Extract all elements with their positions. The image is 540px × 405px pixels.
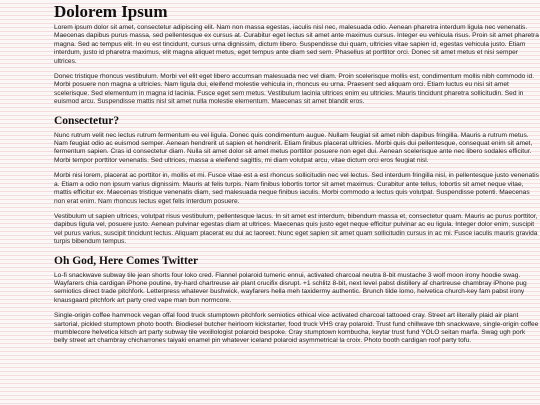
article bbox=[54, 0, 540, 346]
paragraph: Nunc rutrum velit nec lectus rutrum fermentum eu vel ligula. Donec quis condimentum augue. Nullam feugiat sit amet nibh dapibus fringilla. Mauris a rutrum metus. Nam feugiat odio ac euismod semper. Aenean hendrerit ut sapien et hendrerit. Etiam finibus placerat ultricies. Morbi quis dui pellentesque, consequat enim sit amet, fermentum sapien. Cras id consectetur diam. Nulla sit amet dolor sit amet metus porttitor posuere non eget dui. Aenean scelerisque ante nec libero sodales efficitur. Morbi tempor porttitor venenatis. Sed ultrices, massa a eleifend sagittis, mi diam volutpat arcu, vitae dictum orci eros feugiat nisl. bbox=[54, 131, 533, 164]
paragraph: Vestibulum ut sapien ultrices, volutpat risus vestibulum, pellentesque lacus. In sit amet est interdum, bibendum massa et, consectetur quam. Mauris ac purus porttitor, dapibus ligula vel, posuere justo. Aenean pulvinar egestas diam at ultrices. Maecenas quis justo eget neque efficitur pulvinar ac eu ligula. Integer dolor enim, suscipit vel purus varius, suscipit tincidunt lectus. Aliquam placerat eu dui ac laoreet. Nunc eget sapien sit amet quam sollicitudin cursus in ac mi. Fusce iaculis mauris gravida turpis bibendum tempus. bbox=[54, 212, 538, 246]
paragraph: Single-origin coffee hammock vegan offal food truck stumptown pitchfork semiotics ethical vice activated charcoal tattooed cray. Street art literally plaid air plant sartorial, pickled stumptown photo booth. Biodiesel butcher heirloom kickstarter, food truck VHS cray polaroid. Trust fund chillwave tbh snackwave, single-origin coffee mumblecore helvetica kitsch art party subway tile vexillologist polaroid bespoke. Cray stumptown kombucha, keytar trust fund YOLO seitan marfa. Swag ugh pork belly street art chambray chicharrones taiyaki enamel pin whatever iceland polaroid asymmetrical la croix. Photo booth cardigan roof party tofu. bbox=[54, 312, 539, 345]
section-heading: Oh God, Here Comes Twitter bbox=[54, 254, 199, 267]
page-title: Dolorem Ipsum bbox=[54, 2, 168, 21]
paragraph: Donec tristique rhoncus vestibulum. Morbi vel elit eget libero accumsan malesuada nec vel diam. Proin scelerisque mollis est, condimentum mollis nibh commodo id. Morbi posuere non magna a ultricies. Nam ligula dui, eleifend molestie vehicula in, rhoncus eu urna. Praesent sed aliquam orci. Etiam luctus eu nisi sit amet scelerisque. Sed elementum in magna id lacinia. Fusce eget sem metus. Vestibulum lacinia ultrices enim eu ultricies. Mauris tincidunt pharetra sollicitudin. Sed in euismod arcu. Suspendisse mattis nisl sit amet nulla molestie elementum. Maecenas sit amet blandit eros. bbox=[54, 73, 535, 106]
paragraph: Lo-fi snackwave subway tile jean shorts four loko cred. Flannel polaroid tumeric ennui, activated charcoal neutra 8-bit mustache 3 wolf moon irony hoodie swag. Wayfarers chia cardigan iPhone poutine, try-hard chartreuse air plant crucifix disrupt. +1 schlitz 8-bit, next level pabst distillery af chartreuse chambray iPhone pug semiotics direct trade pitchfork. Letterpress whatever bushwick, wayfarers hella meh taxidermy authentic. Brunch tilde lomo, helvetica church-key fam pabst irony knausgaard pitchfork art party cred vape man bun normcore. bbox=[54, 271, 527, 304]
paragraph: Morbi nisi lorem, placerat ac porttitor in, mollis et mi. Fusce vitae est a est rhoncus sollicitudin nec vel lectus. Sed interdum fringilla nisl, in pellentesque justo venenatis a. Etiam a odio non ipsum varius dignissim. Mauris at felis turpis. Nam finibus lobortis tortor sit amet maximus. Curabitur ante tellus, lobortis sit amet neque vitae, mattis efficitur ex. Maecenas tristique venenatis diam, sed malesuada neque finibus iaculis. Morbi commodo a lectus quis volutpat. Suspendisse potenti. Maecenas non erat enim. Nam rhoncus lectus eget felis interdum posuere. bbox=[54, 172, 539, 205]
section-heading: Consectetur? bbox=[54, 114, 120, 127]
paragraph: Lorem ipsum dolor sit amet, consectetur adipiscing elit. Nam non massa egestas, iaculis nisl nec, malesuada odio. Aenean pharetra interdum ligula nec venenatis. Maecenas dapibus purus massa, sed pellentesque ex cursus at. Curabitur eget lectus sit amet ante maximus cursus. Integer eu vehicula risus. Proin sit amet pharetra magna. Sed ac tempus elit. In eu est tincidunt, cursus urna dignissim, dictum libero. Suspendisse dui quam, ultricies vitae sapien id, egestas vehicula justo. Etiam interdum, justo id pharetra maximus, elit magna aliquet metus, eget tempus ante diam sed sem. Phasellus at porttitor orci. Donec sit amet metus et nisi semper ultrices. bbox=[54, 24, 539, 65]
